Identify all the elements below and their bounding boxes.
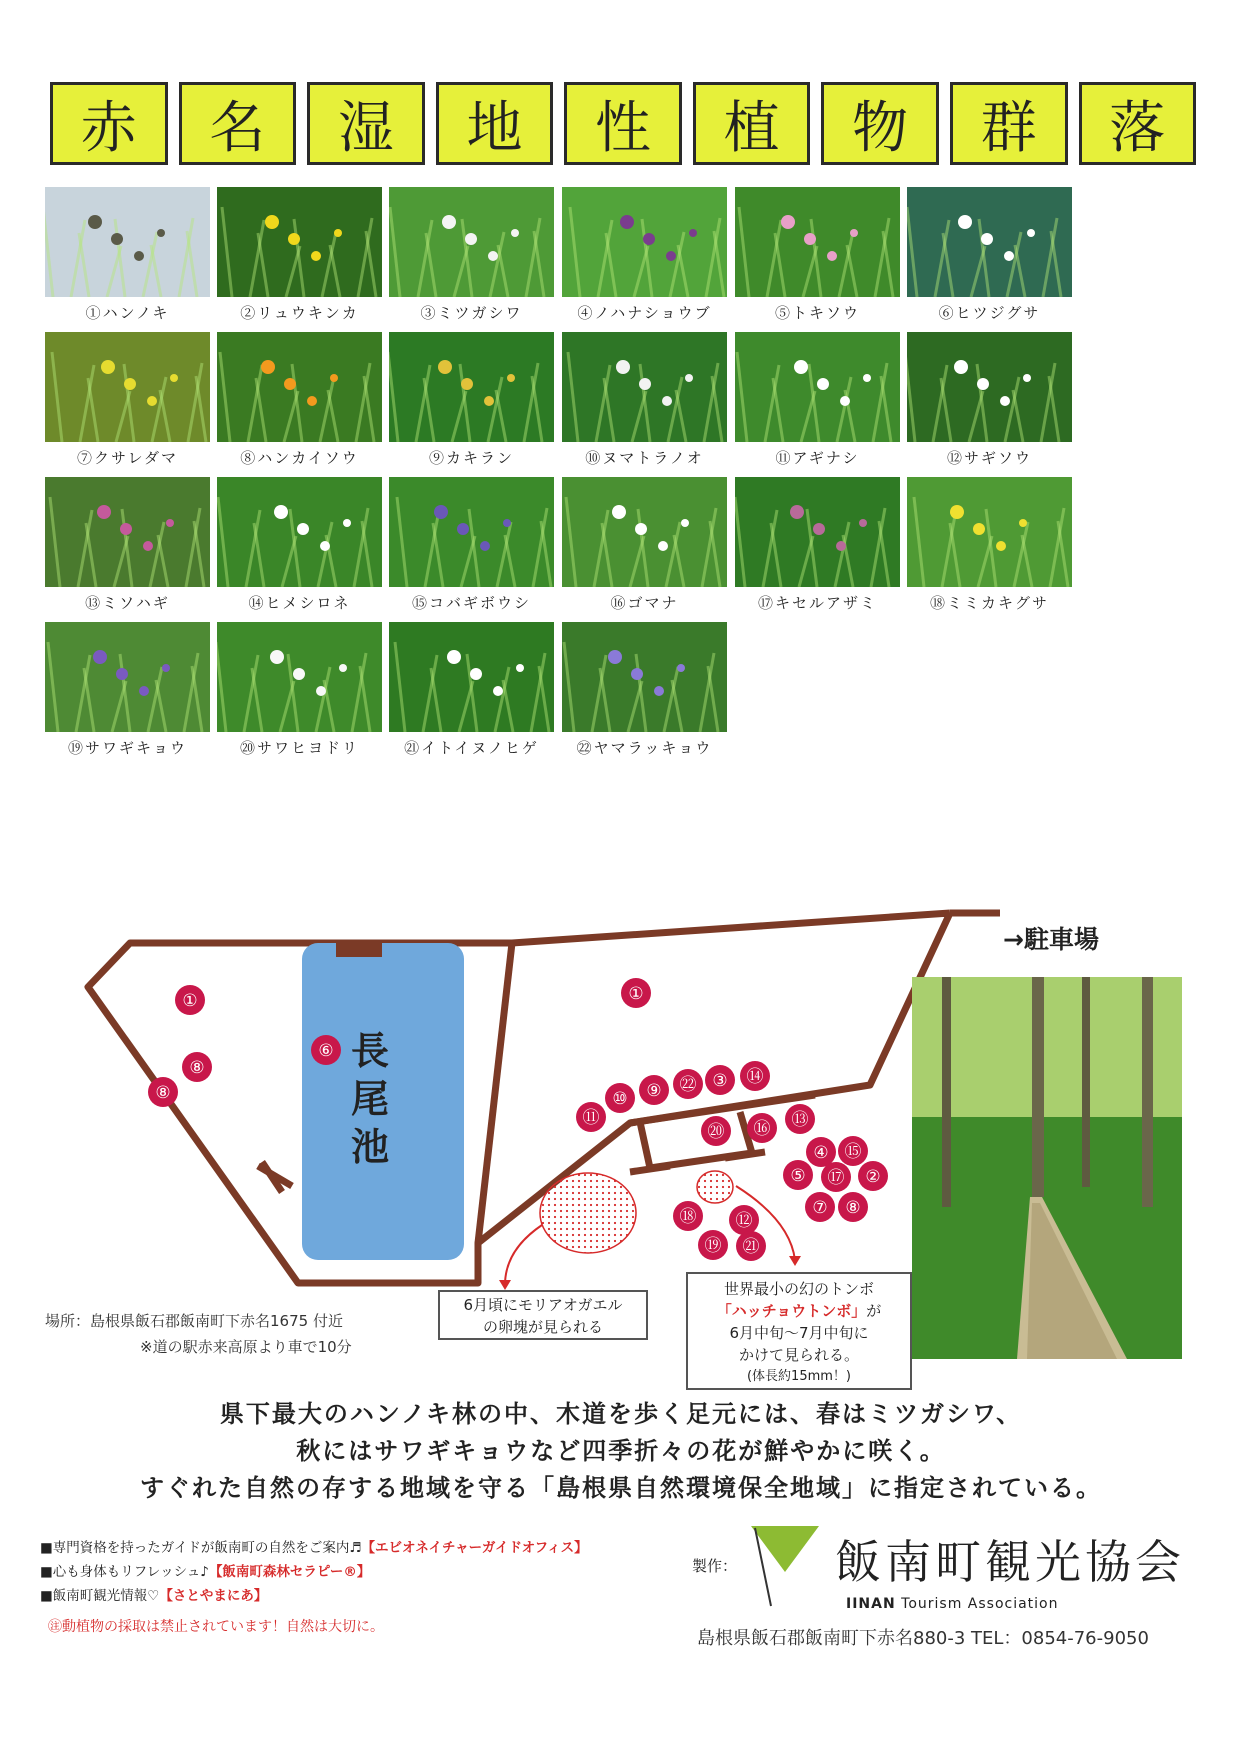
plant-label: ㉑イトイヌノヒゲ [404,739,539,757]
info-item-text: ■飯南町観光情報♡ [40,1588,160,1604]
plant-label: ⑮コバギボウシ [411,594,531,612]
flower-photo [389,332,554,442]
flower-photo [907,187,1072,297]
plant-markers [148,978,888,1261]
plant-marker [785,1104,815,1134]
nature-guide-link[interactable]: 【エビオネイチャーガイドオフィス】 [361,1540,588,1556]
dragonfly-note-line3: 6月中旬～7月中旬に [729,1324,869,1342]
description-line: 県下最大のハンノキ林の中、木道を歩く足元には、春はミツガシワ、 [219,1400,1023,1428]
flower-photo [562,187,727,297]
plant-card [217,187,382,345]
plant-label: ⑱ミミカキグサ [929,594,1049,612]
plant-label: ⑭ヒメシロネ [248,594,351,612]
plant-marker-label: ④ [813,1143,829,1163]
title-char: 物 [821,82,939,165]
plant-marker [705,1065,735,1095]
plant-card [562,477,727,635]
plant-marker [673,1201,703,1231]
logo-sub-text: Tourism Association [901,1596,1059,1612]
plant-marker-label: ⑲ [704,1236,722,1256]
plant-marker [805,1192,835,1222]
plant-marker-label: ⑳ [707,1122,725,1142]
plant-card [735,187,900,345]
plant-card [389,187,554,345]
title-char: 植 [693,82,811,165]
flower-photo [45,332,210,442]
association-address: 島根県飯石郡飯南町下赤名880-3 TEL：0854-76-9050 [697,1628,1149,1649]
plant-card [217,477,382,635]
plant-card [45,332,210,490]
plant-marker-label: ① [628,984,644,1004]
flower-photo [389,622,554,732]
plant-card [907,332,1072,490]
flower-photo [45,477,210,587]
dragonfly-note-suffix: が [866,1302,882,1320]
plant-label: ㉒ヤマラッキョウ [576,739,713,757]
tree-photo [45,187,210,297]
flower-photo [735,187,900,297]
plant-label: ④ノハナショウブ [577,304,712,322]
plant-marker-label: ⑬ [791,1110,809,1130]
info-item-text: ■専門資格を持ったガイドが飯南町の自然をご案内♬ [40,1540,362,1556]
plant-marker [783,1160,813,1190]
title-char: 群 [950,82,1068,165]
description-line: すぐれた自然の存する地域を守る「島根県自然環境保全地域」に指定されている。 [140,1474,1102,1502]
plant-marker [858,1161,888,1191]
plant-marker [621,978,651,1008]
title-banner [50,82,1196,165]
plant-label: ⑪アギナシ [775,449,860,467]
plant-marker-label: ⑮ [844,1142,862,1162]
plant-label: ⑩ヌマトラノオ [585,449,704,467]
maker-label: 製作： [692,1557,738,1575]
title-char: 湿 [307,82,425,165]
arrow-head-icon [499,1280,511,1290]
plant-marker [673,1069,703,1099]
plant-label: ③ミツガシワ [420,304,523,322]
plant-card [389,477,554,635]
plant-label: ⑥ヒツジグサ [938,304,1041,322]
dragonfly-note [686,1272,912,1390]
flower-photo [217,622,382,732]
plant-label: ①ハンノキ [85,304,170,322]
plant-marker-label: ⑪ [582,1108,600,1128]
dragonfly-note-line5: (体長約15mm！) [746,1369,851,1384]
dragonfly-note-line2 [688,1300,910,1322]
plant-marker [701,1116,731,1146]
plant-marker-label: ⑦ [812,1198,828,1218]
plant-marker [838,1192,868,1222]
plant-card [907,187,1072,345]
plant-label: ⑨カキラン [428,449,514,467]
walking-path [88,913,950,1283]
plant-card [562,622,727,780]
association-logo-text: 飯南町観光協会 [835,1535,1185,1589]
plant-label: ②リュウキンカ [240,304,359,322]
plant-label: ⑤トキソウ [774,304,860,322]
frog-note-line1: 6月頃にモリアオガエル [463,1296,623,1314]
plant-card [562,187,727,345]
flower-photo [45,622,210,732]
plant-marker-label: ⑤ [790,1166,806,1186]
title-char: 性 [564,82,682,165]
info-item-text: ■心も身体もリフレッシュ♪ [40,1564,209,1580]
flower-photo [389,187,554,297]
location-address: 場所：島根県飯石郡飯南町下赤名1675 付近 [45,1312,343,1330]
arrow-frog [505,1225,542,1285]
flower-photo [389,477,554,587]
plant-label: ⑧ハンカイソウ [240,449,359,467]
flower-photo [735,477,900,587]
info-links [40,1536,588,1608]
flower-photo [907,332,1072,442]
plant-label: ⑰キセルアザミ [757,594,877,612]
plant-marker-label: ⑧ [845,1198,861,1218]
plant-card [217,622,382,780]
plant-label: ⑫サギソウ [946,449,1032,467]
plant-marker [698,1230,728,1260]
plant-marker-label: ⑩ [612,1089,628,1109]
plant-marker-label: ⑧ [189,1058,205,1078]
plant-marker-label: ⑫ [735,1211,753,1231]
info-item [40,1560,588,1584]
plant-marker-label: ㉒ [679,1075,697,1095]
plant-card [389,332,554,490]
title-char: 地 [436,82,554,165]
plant-marker [838,1136,868,1166]
info-item [40,1536,588,1560]
plant-card [735,477,900,635]
flower-photo [735,332,900,442]
plant-marker [605,1083,635,1113]
title-char: 赤 [50,82,168,165]
plant-marker-label: ⑥ [318,1041,334,1061]
plant-marker [182,1052,212,1082]
plant-label: ⑬ミソハギ [85,594,170,612]
collection-notice: ㊟動植物の採取は禁止されています！自然は大切に。 [48,1619,384,1635]
plant-marker [148,1077,178,1107]
plant-card [907,477,1072,635]
plant-marker-label: ⑰ [827,1168,845,1188]
plant-marker-label: ⑧ [155,1083,171,1103]
logo-sub-bold: IINAN [846,1596,896,1612]
plant-label: ⑯ゴマナ [610,594,679,612]
location-access: ※道の駅赤来高原より車で10分 [140,1338,352,1356]
dragonfly-note-line1: 世界最小の幻のトンボ [723,1280,874,1298]
forest-therapy-link[interactable]: 【飯南町森林セラピー®】 [208,1564,371,1580]
plant-label: ⑦クサレダマ [76,449,179,467]
flower-photo [562,622,727,732]
plant-marker-label: ⑨ [646,1081,662,1101]
flower-photo [217,332,382,442]
plant-marker-label: ② [865,1167,881,1187]
description [40,1396,1202,1507]
plant-card [389,622,554,780]
plant-marker [806,1137,836,1167]
pond-bridge [336,943,382,957]
plant-marker [821,1162,851,1192]
dragonfly-name: 「ハッチョウトンボ」 [716,1302,867,1320]
plant-card [217,332,382,490]
plant-card [735,332,900,490]
forest-boardwalk-photo [912,977,1182,1359]
plant-label: ⑲サワギキョウ [67,739,187,757]
dragonfly-note-line4: かけて見られる。 [738,1346,859,1364]
plant-marker [729,1205,759,1235]
frog-note-line2: の卵塊が見られる [482,1318,603,1336]
description-line: 秋にはサワギキョウなど四季折々の花が鮮やかに咲く。 [296,1437,946,1465]
flower-photo [562,332,727,442]
arrow-head-icon [789,1256,801,1266]
plant-marker-label: ⑯ [753,1119,771,1139]
info-item [40,1584,588,1608]
plant-marker-label: ⑱ [679,1207,697,1227]
leaf-logo-icon [745,1520,825,1610]
plant-marker-label: ⑭ [746,1067,764,1087]
plant-marker [747,1113,777,1143]
flower-photo [217,187,382,297]
plant-marker [175,985,205,1015]
plant-marker [576,1102,606,1132]
plant-marker-label: ③ [712,1071,728,1091]
plant-card [45,477,210,635]
plant-marker [736,1231,766,1261]
pond-label: 長尾池 [350,1028,389,1169]
plant-card [45,622,210,780]
dragonfly-area [697,1171,733,1203]
location-info [45,1308,352,1360]
plant-marker [740,1061,770,1091]
plant-marker [639,1075,669,1105]
frog-note [438,1290,648,1340]
frog-area [540,1173,636,1253]
satoyamania-link[interactable]: 【さとやまにあ】 [159,1588,268,1604]
title-char: 落 [1079,82,1197,165]
flower-photo [562,477,727,587]
title-char: 名 [179,82,297,165]
flower-photo [907,477,1072,587]
parking-label: →駐車場 [1003,925,1099,954]
flower-photo [217,477,382,587]
association-logo-sub [846,1596,1059,1612]
plant-card [562,332,727,490]
plant-label: ⑳サワヒヨドリ [239,739,359,757]
plant-marker-label: ㉑ [742,1237,760,1257]
plant-marker [311,1035,341,1065]
plant-card [45,187,210,345]
plant-marker-label: ① [182,991,198,1011]
